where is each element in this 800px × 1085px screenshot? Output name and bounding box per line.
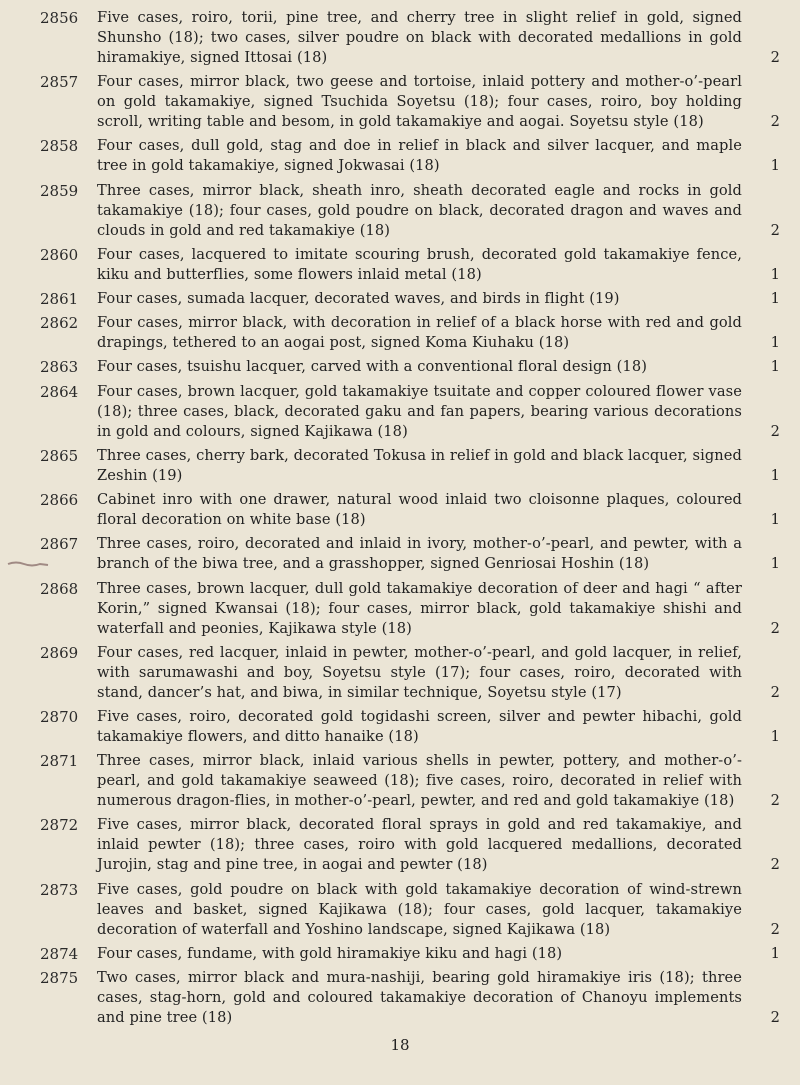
lot-entry — [40, 8, 780, 68]
lot-description-text: Four cases, dull gold, stag and doe in relief in black and silver lacquer, and maple tree in gold takamakiye, signed Jokwasai (18) — [97, 137, 742, 175]
lot-description — [97, 313, 780, 353]
lot-description — [97, 579, 780, 639]
lot-entry — [40, 72, 780, 132]
lot-entry — [40, 707, 780, 747]
lot-description-text: Two cases, mirror black and mura-nashiji, bearing gold hiramakiye iris (18); three cases, stag-horn, gold and coloured takamakiye decoration of Chanoyu implements and pine tree (18) — [97, 969, 742, 1026]
lot-description-text: Three cases, cherry bark, decorated Tokusa in relief in gold and black lacquer, signed Zeshin (19) — [97, 446, 742, 484]
lot-description — [97, 8, 780, 68]
lot-quantity: 2 — [770, 422, 780, 440]
lot-description-text: Four cases, mirror black, with decoration in relief of a black horse with red and gold drapings, tethered to an aogai post, signed Koma Kiuhaku (18) — [97, 314, 742, 352]
lot-quantity: 2 — [770, 221, 780, 239]
lot-description — [97, 968, 780, 1028]
lot-entry — [40, 136, 780, 176]
lot-number: 2865 — [40, 446, 79, 465]
lot-description — [97, 245, 780, 285]
lot-entry — [40, 968, 780, 1028]
lot-entry — [40, 880, 780, 940]
lot-description-text: Three cases, mirror black, inlaid various shells in pewter, pottery, and mother-o’-pearl, and gold takamakiye seaweed (18); five cases, roiro, decorated in relief with numerous dragon-flies, in mother-o’-pearl, pewter, and red and gold takamakiye (18) — [97, 752, 742, 810]
lot-entry — [40, 490, 780, 530]
lot-entry — [40, 751, 780, 811]
lot-description-text: Five cases, roiro, decorated gold togidashi screen, silver and pewter hibachi, gold takamakiye flowers, and ditto hanaike (18) — [97, 707, 742, 745]
lot-quantity: 1 — [770, 555, 780, 573]
lot-description-text: Cabinet inro with one drawer, natural wood inlaid two cloisonne plaques, coloured floral decoration on white base (18) — [97, 491, 742, 529]
lot-quantity: 2 — [770, 619, 780, 637]
lot-description — [97, 944, 780, 964]
lot-entry — [40, 245, 780, 285]
lot-number: 2873 — [40, 880, 79, 899]
lot-number: 2872 — [40, 816, 79, 835]
lot-entry — [40, 579, 780, 639]
lot-quantity: 2 — [770, 49, 780, 66]
lot-entry — [40, 313, 780, 353]
lot-entry — [40, 446, 780, 486]
lot-quantity: 1 — [770, 265, 780, 283]
lot-quantity: 2 — [770, 113, 780, 131]
lot-description-text: Four cases, mirror black, two geese and tortoise, inlaid pottery and mother-o’-pearl on gold takamakiye, signed Tsuchida Soyetsu (18); four cases, roiro, boy holding scroll, writing table and besom, in gold takamakiye and aogai. Soyetsu style (18) — [97, 73, 742, 131]
lot-quantity: 1 — [770, 511, 780, 529]
lot-quantity: 2 — [770, 683, 780, 701]
lot-number: 2869 — [40, 643, 79, 662]
lot-quantity: 1 — [770, 290, 780, 308]
lot-description — [97, 136, 780, 176]
lot-entry — [40, 289, 780, 309]
lot-entry — [40, 181, 780, 241]
lot-quantity: 1 — [770, 358, 780, 376]
lot-number: 2860 — [40, 245, 79, 264]
lot-entry — [40, 815, 780, 875]
lot-description — [97, 707, 780, 747]
lot-description-text: Five cases, roiro, torii, pine tree, and cherry tree in slight relief in gold, signed Shunsho (18); two cases, silver poudre on black with decorated medallions in gold hiramakiye, signed Ittosai (18) — [97, 9, 742, 66]
lot-description — [97, 382, 780, 442]
lot-number: 2864 — [40, 382, 79, 401]
lot-number: 2870 — [40, 707, 79, 726]
lot-quantity: 2 — [770, 1009, 780, 1026]
lot-description — [97, 534, 780, 574]
lot-description-text: Five cases, gold poudre on black with gold takamakiye decoration of wind-strewn leaves and basket, signed Kajikawa (18); four cases, gold lacquer, takamakiye decoration of waterfall and Yoshino landscape, signed Kajikawa (18) — [97, 880, 742, 938]
lot-description-text: Four cases, tsuishu lacquer, carved with a conventional floral design (18) — [97, 358, 647, 376]
lot-entry — [40, 357, 780, 377]
lot-description-text: Four cases, red lacquer, inlaid in pewter, mother-o’-pearl, and gold lacquer, in relief, with sarumawashi and boy, Soyetsu style (17); four cases, roiro, decorated with stand, dancer’s hat, and biwa, in similar technique, Soyetsu style (17) — [97, 643, 742, 701]
lot-description-text: Three cases, roiro, decorated and inlaid in ivory, mother-o’-pearl, and pewter, with a branch of the biwa tree, and a grasshopper, signed Genriosai Hoshin (18) — [97, 535, 742, 573]
lot-number: 2857 — [40, 73, 79, 92]
lot-description-text: Four cases, lacquered to imitate scouring brush, decorated gold takamakiye fence, kiku and butterflies, some flowers inlaid metal (18) — [97, 245, 742, 283]
lot-entry — [40, 382, 780, 442]
lot-number: 2867 — [40, 535, 79, 554]
lot-description — [97, 446, 780, 486]
lot-description — [97, 289, 780, 309]
lot-number: 2874 — [40, 944, 79, 963]
lot-description — [97, 643, 780, 703]
lot-description — [97, 72, 780, 132]
lot-description — [97, 357, 780, 377]
lot-description-text: Four cases, brown lacquer, gold takamakiye tsuitate and copper coloured flower vase (18); three cases, black, decorated gaku and fan papers, bearing various decorations in gold and colours, signed Kajikawa (18) — [97, 382, 742, 440]
lot-quantity: 1 — [770, 334, 780, 352]
lot-description — [97, 815, 780, 875]
lot-number: 2868 — [40, 579, 79, 598]
lot-description-text: Four cases, fundame, with gold hiramakiye kiku and hagi (18) — [97, 944, 563, 962]
lot-description — [97, 181, 780, 241]
lot-entry — [40, 944, 780, 964]
lot-description-text: Four cases, sumada lacquer, decorated waves, and birds in flight (19) — [97, 290, 620, 308]
lot-number: 2856 — [40, 9, 79, 27]
lot-description-text: Five cases, mirror black, decorated floral sprays in gold and red takamakiye, and inlaid pewter (18); three cases, roiro with gold lacquered medallions, decorated Jurojin, stag and pine tree, in aogai and pewter (18) — [97, 816, 742, 874]
lot-entry — [40, 643, 780, 703]
lot-number: 2866 — [40, 491, 79, 510]
lot-quantity: 1 — [770, 157, 780, 175]
lot-description-text: Three cases, brown lacquer, dull gold takamakiye decoration of deer and hagi “ after Korin,” signed Kwansai (18); four cases, mirror black, gold takamakiye shishi and waterfall and peonies, Kajikawa style (18) — [97, 579, 742, 637]
lot-number: 2863 — [40, 358, 79, 377]
lot-quantity: 1 — [770, 466, 780, 484]
lot-number: 2871 — [40, 752, 79, 771]
lot-description — [97, 880, 780, 940]
lot-number: 2861 — [40, 290, 79, 309]
lot-quantity: 2 — [770, 792, 780, 810]
lot-quantity: 1 — [770, 944, 780, 962]
lot-number: 2862 — [40, 314, 79, 333]
lot-number: 2875 — [40, 969, 79, 987]
lot-quantity: 2 — [770, 920, 780, 938]
lot-number: 2859 — [40, 181, 79, 200]
page-number: 18 — [390, 1036, 410, 1054]
lot-description — [97, 490, 780, 530]
lot-entry — [40, 534, 780, 574]
lot-number: 2858 — [40, 137, 79, 156]
lot-quantity: 1 — [770, 727, 780, 745]
lot-description-text: Three cases, mirror black, sheath inro, sheath decorated eagle and rocks in gold takamakiye (18); four cases, gold poudre on black, decorated dragon and waves and clouds in gold and red takamakiye (18) — [97, 181, 742, 239]
lot-quantity: 2 — [770, 856, 780, 874]
lot-description — [97, 751, 780, 811]
